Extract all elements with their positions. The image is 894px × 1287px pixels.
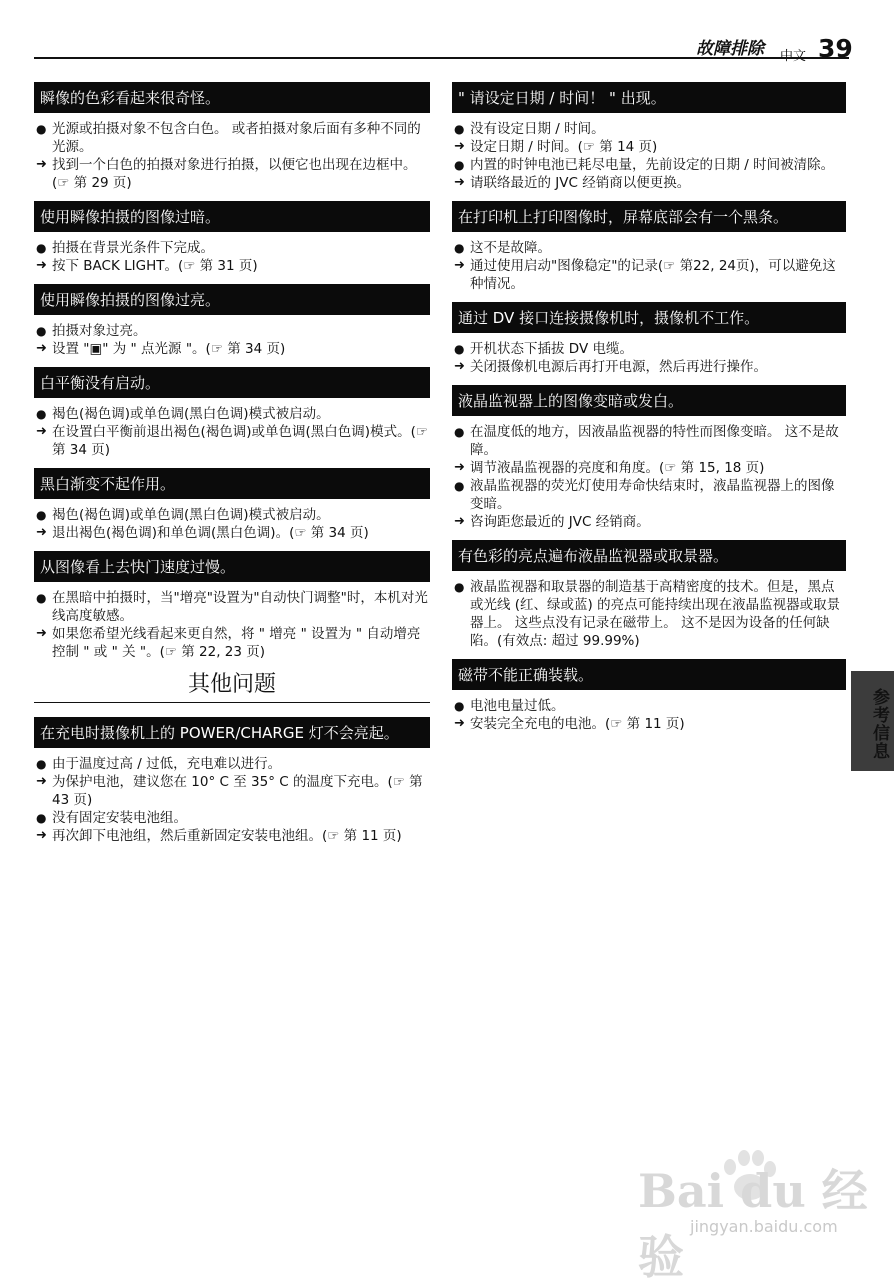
section-body: [34, 506, 430, 542]
arrow-icon: ➜: [454, 359, 465, 374]
item-text: 由于温度过高 / 过低，充电难以进行。: [52, 756, 282, 772]
right-sections: [452, 82, 846, 733]
remedy-item: [453, 358, 846, 376]
remedy-item: [35, 340, 430, 358]
item-text: 安装完全充电的电池。(☞ 第 11 页): [470, 716, 685, 732]
trouble-section: [452, 659, 846, 733]
cause-item: [453, 477, 846, 513]
section-heading: 从图像看上去快门速度过慢。: [34, 551, 430, 582]
section-body: [34, 120, 430, 192]
item-text: 再次卸下电池组，然后重新固定安装电池组。(☞ 第 11 页): [52, 828, 402, 844]
cause-item: [35, 322, 430, 340]
bullet-icon: ●: [454, 158, 465, 172]
item-text: 液晶监视器和取景器的制造基于高精密度的技术。但是，黑点或光线 (红、绿或蓝) 的亮点可能持续出现在液晶监视器或取景器上。 这些点没有记录在磁带上。 这不是因为设备的任何缺陷。(有效点: 超过 99.99%): [470, 579, 841, 649]
watermark-url: jingyan.baidu.com: [690, 1217, 838, 1236]
remedy-item: [35, 156, 430, 192]
remedy-item: [35, 625, 430, 661]
arrow-icon: ➜: [454, 258, 465, 273]
remedy-item: [35, 827, 430, 845]
item-text: 如果您希望光线看起来更自然，将 " 增亮 " 设置为 " 自动增亮控制 " 或 " 关 "。(☞ 第 22, 23 页): [52, 626, 421, 660]
cause-item: [453, 578, 846, 650]
item-text: 拍摄对象过亮。: [52, 323, 147, 339]
bullet-icon: ●: [36, 757, 47, 771]
item-text: 通过使用启动"图像稳定"的记录(☞ 第22, 24页)，可以避免这种情况。: [470, 258, 836, 292]
item-text: 咨询距您最近的 JVC 经销商。: [470, 514, 650, 530]
right-column: [452, 82, 846, 742]
arrow-icon: ➜: [36, 828, 47, 843]
section-heading: 瞬像的色彩看起来很奇怪。: [34, 82, 430, 113]
remedy-item: [35, 257, 430, 275]
bullet-icon: ●: [454, 122, 465, 136]
section-body: [34, 405, 430, 459]
cause-item: [35, 589, 430, 625]
bullet-icon: ●: [36, 241, 47, 255]
cause-item: [453, 120, 846, 138]
cause-item: [35, 405, 430, 423]
trouble-section: [34, 201, 430, 275]
item-text: 在黑暗中拍摄时，当"增亮"设置为"自动快门调整"时，本机对光线高度敏感。: [52, 590, 428, 624]
section-heading: " 请设定日期 / 时间！ " 出现。: [452, 82, 846, 113]
remedy-item: [453, 174, 846, 192]
remedy-item: [453, 459, 846, 477]
item-text: 在温度低的地方，因液晶监视器的特性而图像变暗。 这不是故障。: [470, 424, 839, 458]
section-body: [34, 755, 430, 845]
bullet-icon: ●: [36, 122, 47, 136]
section-heading: 在打印机上打印图像时，屏幕底部会有一个黑条。: [452, 201, 846, 232]
cause-item: [453, 423, 846, 459]
arrow-icon: ➜: [36, 258, 47, 273]
bullet-icon: ●: [36, 811, 47, 825]
item-text: 褐色(褐色调)或单色调(黑白色调)模式被启动。: [52, 406, 330, 422]
cause-item: [453, 239, 846, 257]
item-text: 设定日期 / 时间。(☞ 第 14 页): [470, 139, 658, 155]
arrow-icon: ➜: [36, 424, 47, 439]
section-body: [34, 322, 430, 358]
bullet-icon: ●: [454, 479, 465, 493]
bullet-icon: ●: [36, 407, 47, 421]
item-text: 光源或拍摄对象不包含白色。 或者拍摄对象后面有多种不同的光源。: [52, 121, 421, 155]
section-body: [452, 239, 846, 293]
trouble-section: [452, 201, 846, 293]
arrow-icon: ➜: [36, 157, 47, 172]
cause-item: [35, 755, 430, 773]
item-text: 调节液晶监视器的亮度和角度。(☞ 第 15, 18 页): [470, 460, 765, 476]
trouble-section: [452, 385, 846, 531]
remedy-item: [453, 138, 846, 156]
trouble-section: [34, 367, 430, 459]
bullet-icon: ●: [454, 699, 465, 713]
section-heading: 使用瞬像拍摄的图像过亮。: [34, 284, 430, 315]
bullet-icon: ●: [454, 342, 465, 356]
trouble-section: [452, 540, 846, 650]
arrow-icon: ➜: [36, 774, 47, 789]
item-text: 开机状态下插拔 DV 电缆。: [470, 341, 633, 357]
section-body: [452, 697, 846, 733]
item-text: 电池电量过低。: [470, 698, 565, 714]
remedy-item: [35, 773, 430, 809]
section-heading: 黑白渐变不起作用。: [34, 468, 430, 499]
language-label: 中文: [780, 49, 807, 64]
remedy-item: [453, 257, 846, 293]
arrow-icon: ➜: [454, 460, 465, 475]
section-body: [452, 340, 846, 376]
section-heading: 通过 DV 接口连接摄像机时，摄像机不工作。: [452, 302, 846, 333]
item-text: 退出褐色(褐色调)和单色调(黑白色调)。(☞ 第 34 页): [52, 525, 369, 541]
bullet-icon: ●: [36, 508, 47, 522]
item-text: 没有设定日期 / 时间。: [470, 121, 605, 137]
left-column: [34, 82, 430, 854]
section-title: 故障排除: [696, 39, 764, 59]
trouble-section: [34, 284, 430, 358]
bullet-icon: ●: [454, 580, 465, 594]
arrow-icon: ➜: [454, 514, 465, 529]
cause-item: [35, 506, 430, 524]
item-text: 内置的时钟电池已耗尽电量，先前设定的日期 / 时间被清除。: [470, 157, 835, 173]
section-heading: 在充电时摄像机上的 POWER/CHARGE 灯不会亮起。: [34, 717, 430, 748]
trouble-section: [34, 468, 430, 542]
arrow-icon: ➜: [454, 716, 465, 731]
trouble-section: [452, 302, 846, 376]
item-text: 这不是故障。: [470, 240, 551, 256]
arrow-icon: ➜: [454, 139, 465, 154]
cause-item: [453, 156, 846, 174]
item-text: 褐色(褐色调)或单色调(黑白色调)模式被启动。: [52, 507, 330, 523]
item-text: 设置 "▣" 为 " 点光源 "。(☞ 第 34 页): [52, 341, 286, 357]
page-number: 39: [818, 34, 853, 63]
section-body: [452, 423, 846, 531]
item-text: 关闭摄像机电源后再打开电源，然后再进行操作。: [470, 359, 767, 375]
cause-item: [453, 340, 846, 358]
trouble-section: [452, 82, 846, 192]
bullet-icon: ●: [36, 591, 47, 605]
section-heading: 液晶监视器上的图像变暗或发白。: [452, 385, 846, 416]
watermark-logo: Bai du 经验: [638, 1164, 868, 1284]
trouble-section: [34, 82, 430, 192]
item-text: 请联络最近的 JVC 经销商以便更换。: [470, 175, 691, 191]
remedy-item: [35, 423, 430, 459]
section-heading: 使用瞬像拍摄的图像过暗。: [34, 201, 430, 232]
trouble-section: [34, 551, 430, 661]
section-body: [34, 589, 430, 661]
cause-item: [35, 239, 430, 257]
remedy-item: [453, 513, 846, 531]
item-text: 拍摄在背景光条件下完成。: [52, 240, 214, 256]
remedy-item: [453, 715, 846, 733]
arrow-icon: ➜: [36, 525, 47, 540]
section-heading: 有色彩的亮点遍布液晶监视器或取景器。: [452, 540, 846, 571]
trouble-section: [34, 717, 430, 845]
section-heading: 磁带不能正确装载。: [452, 659, 846, 690]
item-text: 按下 BACK LIGHT。(☞ 第 31 页): [52, 258, 258, 274]
subheading: 其他问题: [34, 670, 430, 703]
cause-item: [453, 697, 846, 715]
item-text: 找到一个白色的拍摄对象进行拍摄，以便它也出现在边框中。(☞ 第 29 页): [52, 157, 417, 191]
item-text: 在设置白平衡前退出褐色(褐色调)或单色调(黑白色调)模式。(☞ 第 34 页): [52, 424, 428, 458]
section-body: [452, 578, 846, 650]
item-text: 没有固定安装电池组。: [52, 810, 187, 826]
bullet-icon: ●: [454, 241, 465, 255]
arrow-icon: ➜: [36, 341, 47, 356]
side-tab-label: 参考信息: [869, 688, 889, 760]
section-body: [452, 120, 846, 192]
item-text: 液晶监视器的荧光灯使用寿命快结束时，液晶监视器上的图像变暗。: [470, 478, 835, 512]
section-body: [34, 239, 430, 275]
left-sections: [34, 82, 430, 661]
section-heading: 白平衡没有启动。: [34, 367, 430, 398]
remedy-item: [35, 524, 430, 542]
left-sections-after: [34, 717, 430, 845]
cause-item: [35, 120, 430, 156]
bullet-icon: ●: [454, 425, 465, 439]
cause-item: [35, 809, 430, 827]
item-text: 为保护电池，建议您在 10° C 至 35° C 的温度下充电。(☞ 第 43 页): [52, 774, 423, 808]
arrow-icon: ➜: [454, 175, 465, 190]
bullet-icon: ●: [36, 324, 47, 338]
arrow-icon: ➜: [36, 626, 47, 641]
